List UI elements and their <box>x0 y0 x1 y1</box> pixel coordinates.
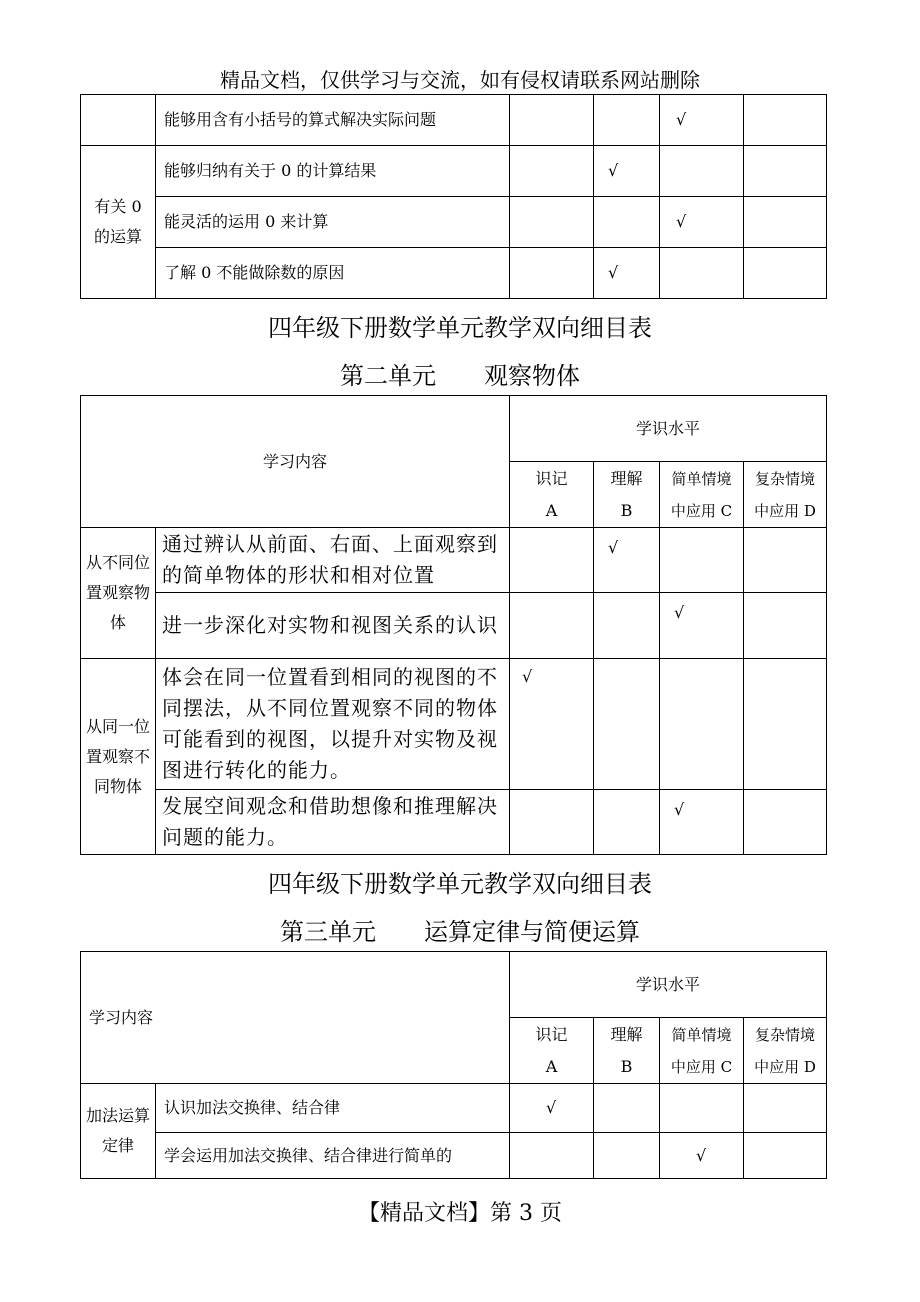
content-cell: 了解 0 不能做除数的原因 <box>156 248 510 299</box>
category-label: 从不同位置观察物体 <box>86 553 151 632</box>
table-row <box>81 1084 827 1133</box>
check-mark: √ <box>522 667 533 686</box>
check-mark: √ <box>676 212 687 231</box>
check-mark: √ <box>674 800 685 819</box>
category-label: 有关 0 的运算 <box>93 197 142 246</box>
check-mark: √ <box>674 603 685 622</box>
content-cell: 能灵活的运用 0 来计算 <box>156 197 510 248</box>
check-mark: √ <box>608 538 619 557</box>
level-group-header: 学识水平 <box>510 396 827 462</box>
table-row <box>81 1133 827 1179</box>
table-row <box>81 95 827 146</box>
table-row <box>81 659 827 790</box>
content-cell: 认识加法交换律、结合律 <box>156 1084 510 1133</box>
table-header-row <box>81 952 827 1018</box>
category-label: 从同一位置观察不同物体 <box>86 716 151 796</box>
check-mark: √ <box>676 110 687 129</box>
page-footer: 【精品文档】第 3 页 <box>358 1201 562 1226</box>
header-note: 精品文档，仅供学习与交流，如有侵权请联系网站删除 <box>220 68 700 92</box>
content-header: 学习内容 <box>81 952 510 1084</box>
category-cell <box>81 659 156 855</box>
category-cell <box>81 1084 156 1179</box>
category-cell <box>81 146 156 299</box>
table-unit3 <box>80 951 827 1179</box>
content-cell: 学会运用加法交换律、结合律进行简单的 <box>156 1133 510 1179</box>
level-b-header: 理解 B <box>594 462 660 528</box>
table-header-row <box>81 396 827 462</box>
level-b-header: 理解 B <box>594 1018 660 1084</box>
check-mark: √ <box>608 161 619 180</box>
level-c-header: 简单情境 中应用 C <box>660 1018 744 1084</box>
section3-title: 四年级下册数学单元教学双向细目表 <box>268 870 652 898</box>
table-unit2 <box>80 395 827 855</box>
section2-title: 四年级下册数学单元教学双向细目表 <box>268 314 652 342</box>
content-cell: 发展空间观念和借助想像和推理解决问题的能力。 <box>156 790 510 855</box>
level-d-header: 复杂情境 中应用 D <box>744 462 827 528</box>
section2-unit-title: 第二单元 观察物体 <box>340 362 580 390</box>
content-cell: 通过辨认从前面、右面、上面观察到的简单物体的形状和相对位置 <box>156 528 510 593</box>
check-mark: √ <box>696 1145 707 1165</box>
level-group-header: 学识水平 <box>510 952 827 1018</box>
check-mark: √ <box>546 1098 557 1117</box>
level-c-header: 简单情境 中应用 C <box>660 462 744 528</box>
content-cell: 能够用含有小括号的算式解决实际问题 <box>156 95 510 146</box>
content-cell: 体会在同一位置看到相同的视图的不同摆法，从不同位置观察不同的物体可能看到的视图，以提升对实物及视图进行转化的能力。 <box>156 659 510 790</box>
level-a-header: 识记 A <box>510 1018 594 1084</box>
table-unit1-continued <box>80 94 827 299</box>
content-cell: 进一步深化对实物和视图关系的认识 <box>156 593 510 659</box>
table-row <box>81 790 827 855</box>
category-cell <box>81 95 156 146</box>
level-a-header: 识记 A <box>510 462 594 528</box>
table-row <box>81 593 827 659</box>
section3-unit-title: 第三单元 运算定律与简便运算 <box>280 918 640 946</box>
table-row <box>81 528 827 593</box>
check-mark: √ <box>608 263 619 282</box>
content-cell: 能够归纳有关于 0 的计算结果 <box>156 146 510 197</box>
table-row <box>81 146 827 197</box>
category-cell <box>81 528 156 659</box>
table-row <box>81 197 827 248</box>
content-header: 学习内容 <box>81 396 510 528</box>
level-d-header: 复杂情境 中应用 D <box>744 1018 827 1084</box>
table-row <box>81 248 827 299</box>
category-label: 加法运算定律 <box>86 1106 151 1155</box>
